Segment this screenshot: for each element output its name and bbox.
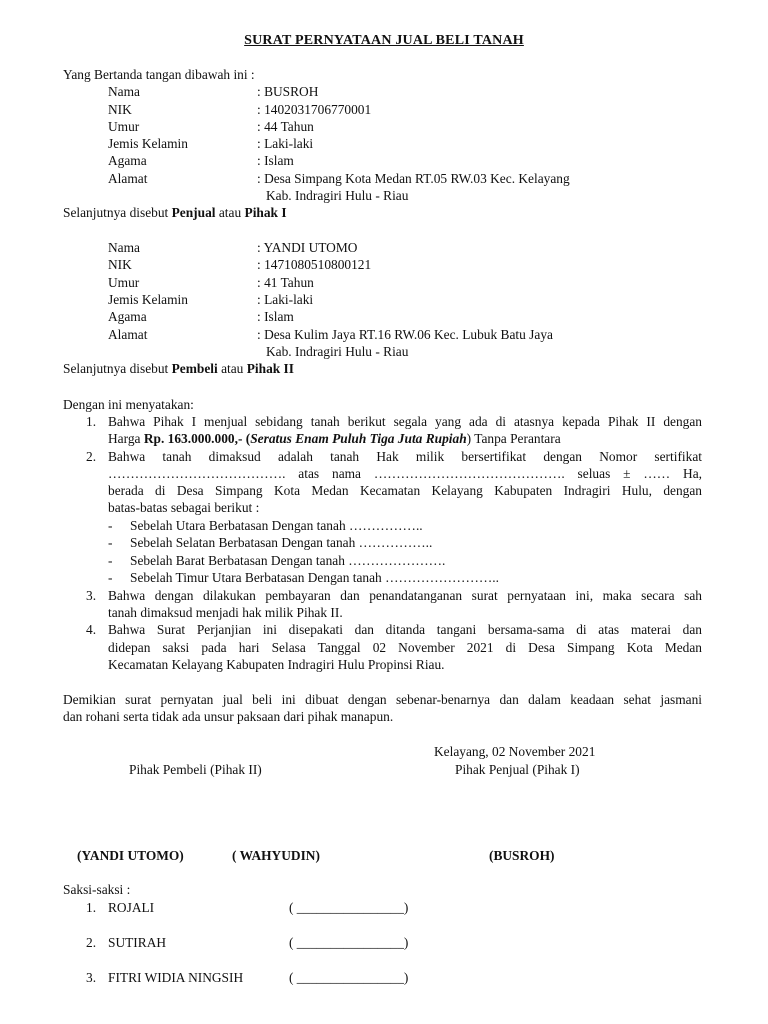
item-number: 3. [86, 588, 97, 603]
saksi-name: ROJALI [108, 900, 155, 915]
pihak2-nik-label: NIK [108, 257, 132, 272]
item-number: 2. [86, 449, 97, 464]
pihak1-umur: : 44 Tahun [257, 119, 314, 134]
designation-role: Pembeli [171, 361, 218, 376]
price-amount: Rp. 163.000.000,- [143, 431, 243, 446]
signature-wahyudin: ( WAHYUDIN) [232, 848, 320, 863]
pihak1-designation [63, 204, 287, 221]
closing-line2: dan rohani serta tidak ada unsur paksaan dari pihak manapun. [63, 709, 394, 724]
item1-line2 [108, 430, 561, 447]
saksi-name: FITRI WIDIA NINGSIH [108, 970, 244, 985]
designation-connector: atau [215, 205, 245, 220]
intro-text: Yang Bertanda tangan dibawah ini : [63, 67, 255, 82]
pihak1-nik: : 1402031706770001 [257, 102, 372, 117]
boundary-north: Sebelah Utara Berbatasan Dengan tanah …………….. [130, 518, 423, 533]
pihak2-nama: : YANDI UTOMO [257, 240, 358, 255]
saksi-title: Saksi-saksi : [63, 882, 131, 897]
item3-line1: Bahwa dengan dilakukan pembayaran dan penandatanganan surat pernyataan ini, maka secara sah [108, 588, 702, 603]
price-paren: ( [242, 431, 251, 446]
pihak2-jk-label: Jemis Kelamin [108, 292, 188, 307]
pihak2-nama-label: Nama [108, 240, 140, 255]
designation-prefix: Selanjutnya disebut [63, 361, 172, 376]
signature-penjual: (BUSROH) [489, 848, 555, 863]
signature-pembeli: (YANDI UTOMO) [77, 848, 184, 863]
price-suffix: ) Tanpa Perantara [466, 431, 561, 446]
pihak1-nik-label: NIK [108, 102, 132, 117]
pembeli-label: Pihak Pembeli (Pihak II) [129, 762, 262, 777]
pihak1-nama-label: Nama [108, 84, 140, 99]
pihak2-nik: : 1471080510800121 [257, 257, 372, 272]
saksi-name: SUTIRAH [108, 935, 167, 950]
statement-intro: Dengan ini menyatakan: [63, 397, 194, 412]
saksi-number: 1. [86, 900, 97, 915]
boundary-dash: - [108, 570, 113, 585]
saksi-signature-line: ( ________________) [289, 935, 409, 950]
pihak1-agama: : Islam [257, 153, 294, 168]
designation-party: Pihak I [244, 205, 287, 220]
item1-line1: Bahwa Pihak I menjual sebidang tanah berikut segala yang ada di atasnya kepada Pihak II dengan [108, 414, 702, 429]
pihak2-alamat-label: Alamat [108, 327, 148, 342]
item4-line1: Bahwa Surat Perjanjian ini disepakati dan ditanda tangani bersama-sama di atas materai dan [108, 622, 702, 637]
pihak1-nama: : BUSROH [257, 84, 319, 99]
pihak1-jk-label: Jemis Kelamin [108, 136, 188, 151]
saksi-number: 3. [86, 970, 97, 985]
item4-line3: Kecamatan Kelayang Kabupaten Indragiri Hulu Propinsi Riau. [108, 657, 445, 672]
item2-line3: berada di Desa Simpang Kota Medan Kecamatan Kelayang Kabupaten Indragiri Hulu, dengan [108, 483, 702, 498]
item2-line1: Bahwa tanah dimaksud adalah tanah Hak milik bersertifikat dengan Nomor sertifikat [108, 449, 702, 464]
pihak2-agama: : Islam [257, 309, 294, 324]
pihak1-alamat-line2: Kab. Indragiri Hulu - Riau [266, 188, 409, 203]
item3-line2: tanah dimaksud menjadi hak milik Pihak II. [108, 605, 343, 620]
saksi-signature-line: ( ________________) [289, 900, 409, 915]
item2-line2: …………………………………. atas nama ……………………………………. seluas ± …… Ha, [108, 466, 702, 481]
pihak2-alamat-line1: : Desa Kulim Jaya RT.16 RW.06 Kec. Lubuk Batu Jaya [257, 327, 553, 342]
pihak2-umur-label: Umur [108, 275, 140, 290]
pihak1-jk: : Laki-laki [257, 136, 314, 151]
closing-line1: Demikian surat pernyatan jual beli ini dibuat dengan sebenar-benarnya dan dalam keadaan sehat jasmani [63, 692, 702, 707]
designation-prefix: Selanjutnya disebut [63, 205, 172, 220]
pihak1-alamat-label: Alamat [108, 171, 148, 186]
boundary-south: Sebelah Selatan Berbatasan Dengan tanah …………….. [130, 535, 433, 550]
pihak1-agama-label: Agama [108, 153, 147, 168]
designation-role: Penjual [171, 205, 216, 220]
boundary-west: Sebelah Barat Berbatasan Dengan tanah …………………. [130, 553, 446, 568]
boundary-dash: - [108, 553, 113, 568]
pihak2-alamat-line2: Kab. Indragiri Hulu - Riau [266, 344, 409, 359]
pihak2-designation [63, 360, 294, 377]
document-title: SURAT PERNYATAAN JUAL BELI TANAH [244, 33, 524, 48]
boundary-east: Sebelah Timur Utara Berbatasan Dengan tanah …………………….. [130, 570, 499, 585]
item-number: 4. [86, 622, 97, 637]
price-in-words: Seratus Enam Puluh Tiga Juta Rupiah [250, 431, 467, 446]
designation-party: Pihak II [246, 361, 294, 376]
pihak2-umur: : 41 Tahun [257, 275, 314, 290]
item4-line2: didepan saksi pada hari Selasa Tanggal 02 November 2021 di Desa Simpang Kota Medan [108, 640, 702, 655]
item2-line4: batas-batas sebagai berikut : [108, 500, 260, 515]
boundary-dash: - [108, 535, 113, 550]
place-date: Kelayang, 02 November 2021 [434, 744, 596, 759]
pihak2-agama-label: Agama [108, 309, 147, 324]
saksi-signature-line: ( ________________) [289, 970, 409, 985]
pihak1-alamat-line1: : Desa Simpang Kota Medan RT.05 RW.03 Kec. Kelayang [257, 171, 570, 186]
pihak2-jk: : Laki-laki [257, 292, 314, 307]
designation-connector: atau [217, 361, 247, 376]
saksi-number: 2. [86, 935, 97, 950]
price-prefix: Harga [108, 431, 144, 446]
pihak1-umur-label: Umur [108, 119, 140, 134]
boundary-dash: - [108, 518, 113, 533]
item-number: 1. [86, 414, 97, 429]
penjual-label: Pihak Penjual (Pihak I) [455, 762, 580, 777]
